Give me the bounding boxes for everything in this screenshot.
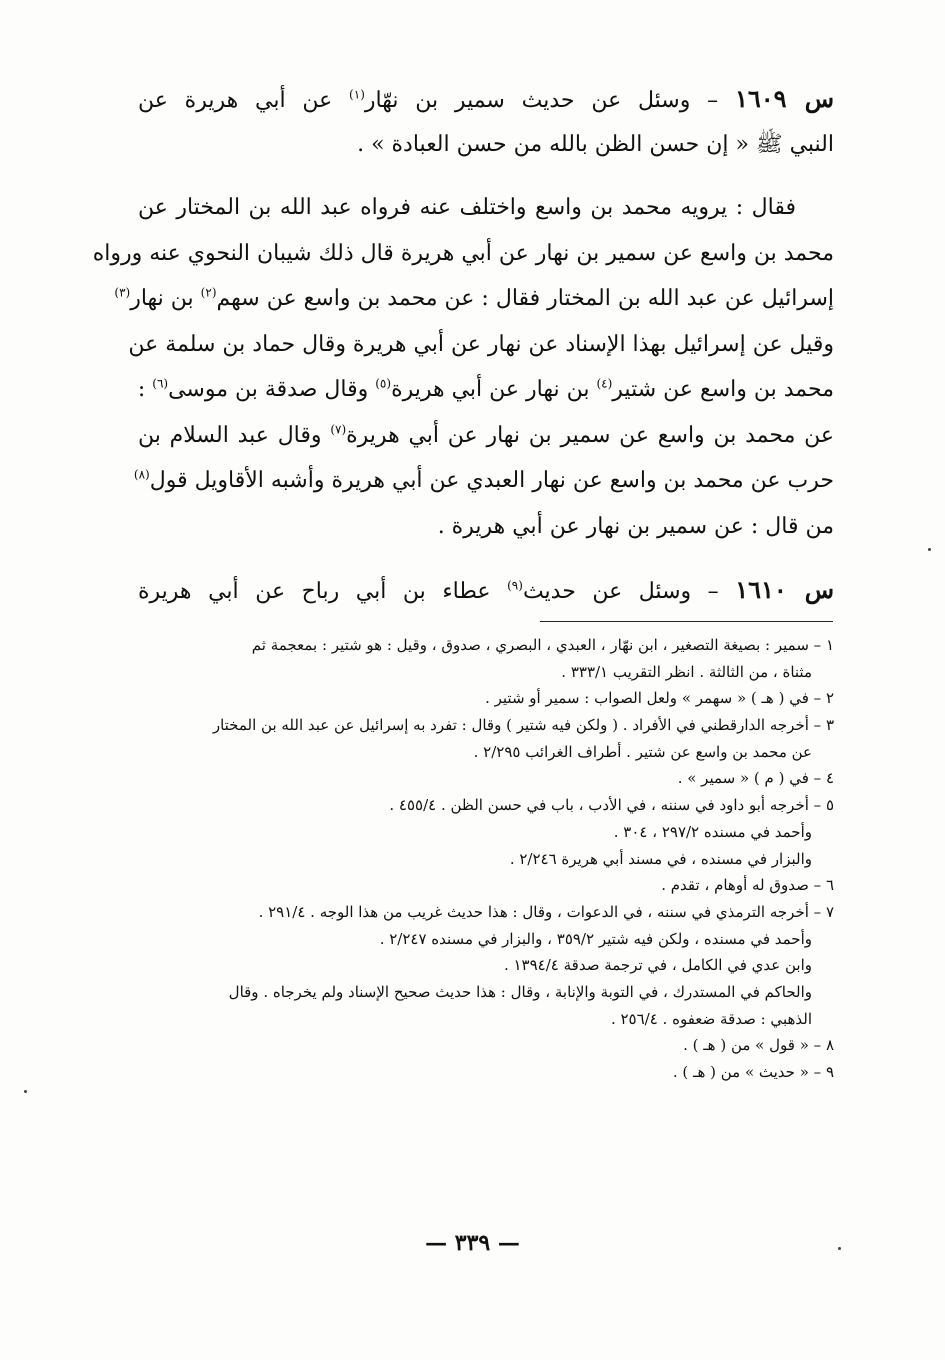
footnote-ref: (٤) xyxy=(596,376,613,391)
text-line xyxy=(92,231,834,277)
line-text: – وسئل عن حديث xyxy=(522,579,736,604)
footnote-line: عن محمد بن واسع عن شتير . أطراف الغرائب ٢/٢٩٥ . xyxy=(473,742,812,761)
line-text: وقال عبد السلام بن xyxy=(138,422,331,448)
footnote-line: وأحمد في مسنده ٢٩٧/٢ ، ٣٠٤ . xyxy=(613,822,812,841)
footnote-line: ٣ – أخرجه الدارقطني في الأفراد . ( ولكن فيه شتير ) وقال : تفرد به إسرائيل عن عبد الله بن المختار xyxy=(212,716,834,735)
text-line xyxy=(114,276,834,322)
footnote-line: ٧ – أخرجه الترمذي في سننه ، في الدعوات ، وقال : هذا حديث غريب من هذا الوجه . ٢٩١/٤ . xyxy=(258,902,834,921)
line-text: عن أبي هريرة عن xyxy=(138,88,350,113)
scan-speck xyxy=(928,548,931,551)
line-text: بن نهار xyxy=(130,286,201,311)
line-text: محمد بن واسع عن شتير xyxy=(612,377,834,402)
line-text: حرب عن محمد بن واسع عن نهار العبدي عن أبي هريرة وأشبه الأقاويل قول xyxy=(149,468,834,493)
line-text: وقيل عن إسرائيل بهذا الإسناد عن نهار عن أبي هريرة وقال حماد بن سلمة عن xyxy=(128,331,834,357)
scan-speck xyxy=(838,1247,841,1250)
footnote-ref: (٢) xyxy=(200,285,217,300)
footnote-separator xyxy=(540,621,833,622)
text-line xyxy=(138,413,834,459)
text-line xyxy=(133,458,834,504)
line-text: النبي ﷺ « إن حسن الظن بالله من حسن العبادة » . xyxy=(357,131,834,157)
text-line xyxy=(138,122,834,168)
footnote-line: ٥ – أخرجه أبو داود في سننه ، في الأدب ، باب في حسن الظن . ٤٥٥/٤ . xyxy=(389,796,834,815)
footnote-ref: (٦) xyxy=(152,376,169,391)
line-text: عن محمد بن واسع عن سمير بن نهار عن أبي هريرة xyxy=(346,422,834,448)
footnote-line: وابن عدي في الكامل ، في ترجمة صدقة ١٣٩٤/٤ . xyxy=(503,956,812,975)
text-line xyxy=(138,76,834,122)
footnote-line: وأحمد في مسنده ، ولكن فيه شتير ٣٥٩/٢ ، والبزار في مسنده ٢/٢٤٧ . xyxy=(379,929,812,948)
footnote-ref: (٣) xyxy=(114,285,131,300)
footnote-ref: (٧) xyxy=(330,422,347,437)
question-number: س ١٦١٠ xyxy=(735,575,835,604)
line-text: إسرائيل عن عبد الله بن المختار فقال : عن محمد بن واسع عن سهم xyxy=(216,286,834,311)
text-line xyxy=(138,567,834,613)
question-number: س ١٦٠٩ xyxy=(734,84,834,113)
footnote-line: الذهبي : صدقة ضعفوه . ٢٥٦/٤ . xyxy=(610,1009,812,1028)
footnote-ref: (١) xyxy=(349,87,365,102)
page-number: — ٣٣٩ — xyxy=(425,1230,520,1256)
footnote-line: ٦ – صدوق له أوهام ، تقدم . xyxy=(661,876,834,895)
footnote-line: والحاكم في المستدرك ، في التوبة والإنابة ، وقال : هذا حديث صحيح الإسناد ولم يخرجاه . وقال xyxy=(228,982,812,1001)
footnote-ref: (٥) xyxy=(375,376,392,391)
text-line xyxy=(138,185,834,231)
footnote-line: مثناة ، من الثالثة . انظر التقريب ٣٣٣/١ . xyxy=(561,662,812,681)
line-text: بن نهار عن أبي هريرة xyxy=(391,377,597,402)
line-text: عطاء بن أبي رباح عن أبي هريرة xyxy=(138,579,508,604)
text-line xyxy=(128,322,834,368)
text-line xyxy=(138,367,834,413)
line-text: محمد بن واسع عن سمير بن نهار عن أبي هريرة قال ذلك شيبان النحوي عنه ورواه xyxy=(92,240,834,266)
line-text: فقال : يرويه محمد بن واسع واختلف عنه فرواه عبد الله بن المختار عن xyxy=(138,195,796,220)
footnotes xyxy=(138,632,834,1086)
line-text: من قال : عن سمير بن نهار عن أبي هريرة . xyxy=(437,513,834,539)
paragraph-gap xyxy=(138,549,834,567)
footnote-line: ٨ – « قول » من ( هـ ) . xyxy=(683,1036,834,1055)
line-text: – وسئل عن حديث سمير بن نهّار xyxy=(364,88,735,113)
footnote-line: ٩ – « حديث » من ( هـ ) . xyxy=(672,1063,834,1081)
scan-speck xyxy=(24,1090,27,1093)
footnote-line: ٤ – في ( م ) « سمير » . xyxy=(677,769,834,788)
footnote-line: والبزار في مسنده ، في مسند أبي هريرة ٢/٢٤٦ . xyxy=(509,849,812,868)
main-text xyxy=(92,76,835,613)
footnote-ref: (٩) xyxy=(507,578,523,593)
line-text: : xyxy=(137,377,153,402)
footnote-line: ٢ – في ( هـ ) « سهمر » ولعل الصواب : سمير أو شتير . xyxy=(485,689,834,708)
line-text: وقال صدقة بن موسى xyxy=(168,377,376,402)
footnote-ref: (٨) xyxy=(133,467,150,482)
footnote-line: ١ – سمير : بصيغة التصغير ، ابن نهّار ، العبدي ، البصري ، صدوق ، وقيل : هو شتير : بمعجمة ثم xyxy=(251,636,834,654)
text-line xyxy=(138,504,834,550)
paragraph-gap xyxy=(138,167,834,185)
